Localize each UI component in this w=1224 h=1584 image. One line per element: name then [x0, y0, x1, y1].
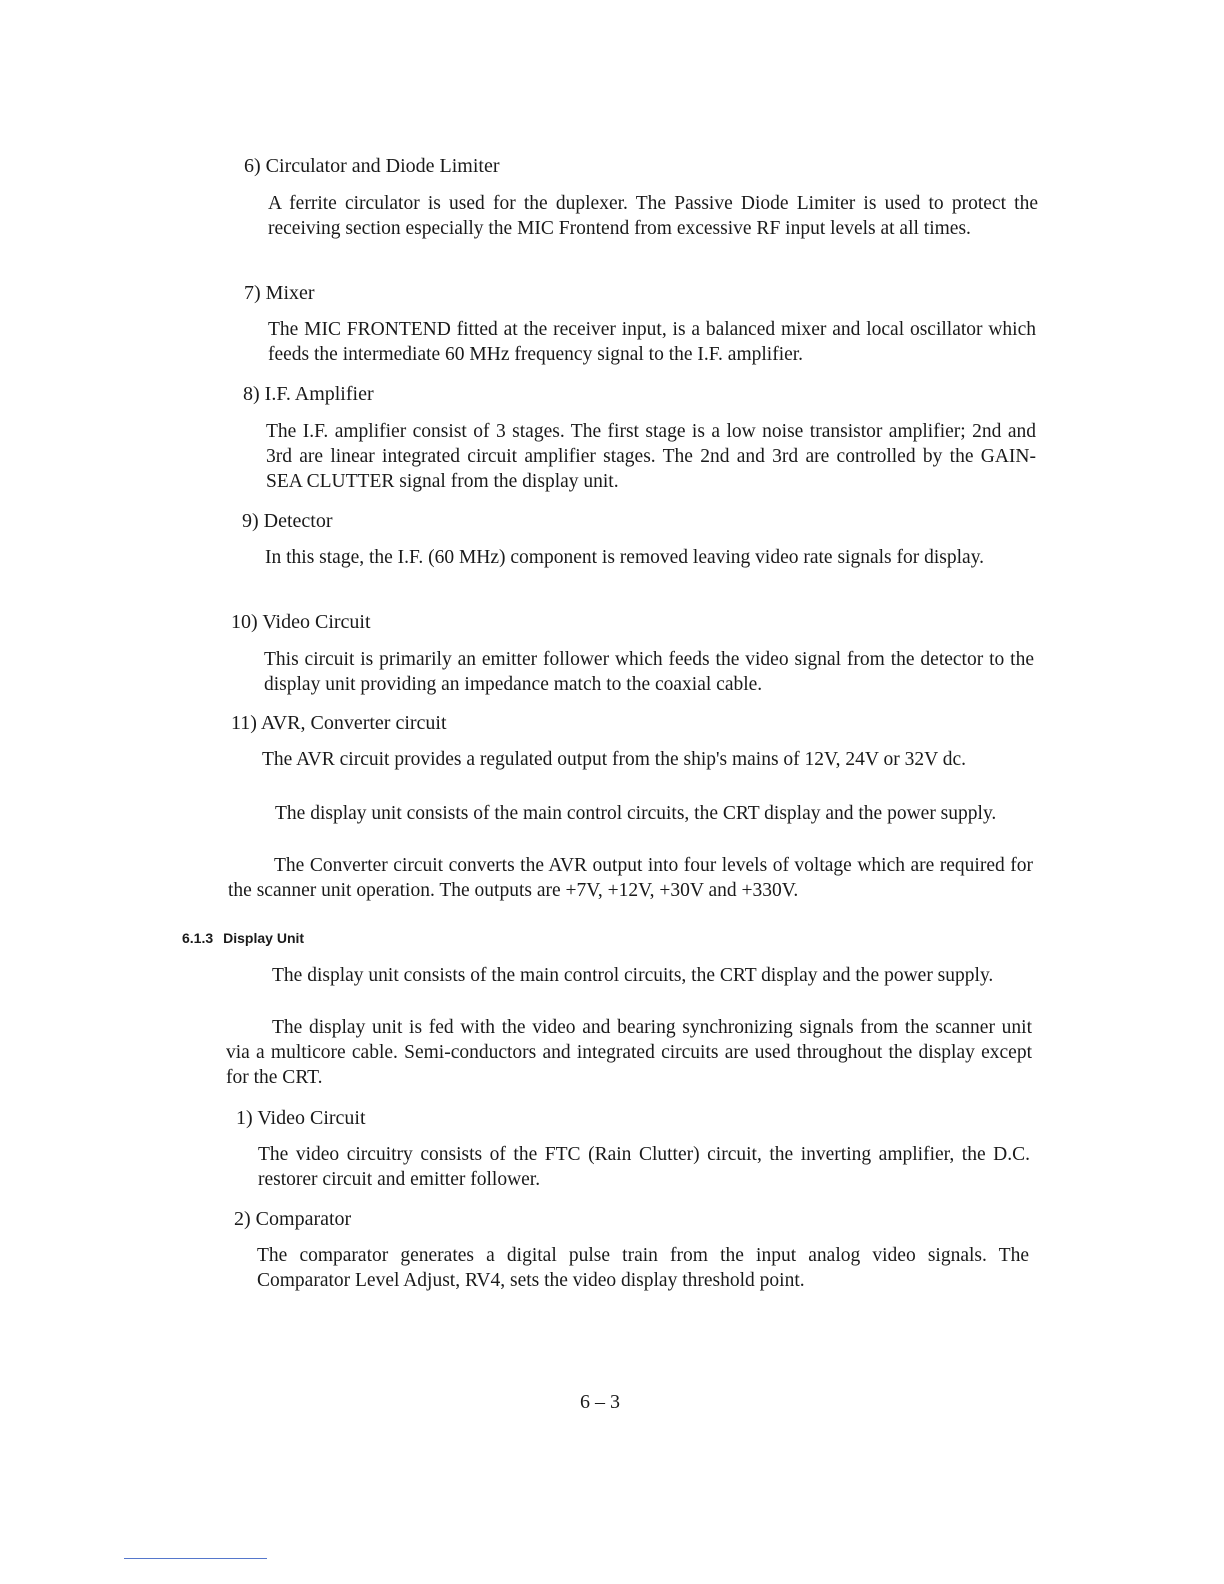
item-heading-11	[231, 711, 447, 735]
item-paragraph: The AVR circuit provides a regulated output from the ship's mains of 12V, 24V or 32V dc.	[262, 749, 966, 770]
item-title: Circulator and Diode Limiter	[265, 155, 500, 177]
item-paragraph: A ferrite circulator is used for the duplexer. The Passive Diode Limiter is used to protect the receiving section especially the MIC Frontend from excessive RF input levels at all times.	[268, 193, 1038, 239]
item-heading-7	[244, 281, 315, 305]
section-paragraph: The display unit consists of the main control circuits, the CRT display and the power supply.	[272, 965, 994, 986]
item-number: 11)	[231, 712, 257, 734]
item-paragraph: The I.F. amplifier consist of 3 stages. The first stage is a low noise transistor amplifier; 2nd and 3rd are linear integrated circuit amplifier stages. The 2nd and 3rd are controlled by the GAIN-SEA CLUTTER signal from the display unit.	[266, 421, 1036, 492]
item-number: 10)	[231, 611, 258, 633]
page-number: 6 – 3	[580, 1391, 620, 1413]
item-paragraph: This circuit is primarily an emitter follower which feeds the video signal from the detector to the display unit providing an impedance match to the coaxial cable.	[264, 649, 1034, 695]
item-paragraph: In this stage, the I.F. (60 MHz) component is removed leaving video rate signals for display.	[265, 547, 985, 568]
item-title: AVR, Converter circuit	[260, 712, 447, 734]
item-paragraph: The display unit consists of the main control circuits, the CRT display and the power supply.	[275, 803, 997, 824]
item-number: 7)	[244, 282, 261, 304]
item-paragraph: The MIC FRONTEND fitted at the receiver input, is a balanced mixer and local oscillator which feeds the intermediate 60 MHz frequency signal to the I.F. amplifier.	[268, 319, 1036, 365]
item-heading-10	[231, 610, 371, 634]
item-number: 1)	[236, 1107, 253, 1129]
item-title: Comparator	[255, 1208, 352, 1230]
item-number: 6)	[244, 155, 261, 177]
item-title: Video Circuit	[257, 1107, 366, 1129]
item-number: 8)	[243, 383, 260, 405]
section-heading	[182, 929, 304, 947]
footer-divider	[124, 1558, 267, 1559]
section-paragraph: The display unit is fed with the video and bearing synchronizing signals from the scanner unit via a multicore cable. Semi-conductors and integrated circuits are used throughout the display except for the CRT.	[226, 1017, 1032, 1088]
item-title: Mixer	[265, 282, 315, 304]
item-heading-8	[243, 382, 374, 406]
item-title: Detector	[263, 510, 333, 532]
section-title: Display Unit	[223, 930, 305, 946]
section-item-paragraph: The comparator generates a digital pulse train from the input analog video signals. The Comparator Level Adjust, RV4, sets the video display threshold point.	[257, 1245, 1029, 1291]
item-paragraph: The Converter circuit converts the AVR output into four levels of voltage which are required for the scanner unit operation. The outputs are +7V, +12V, +30V and +330V.	[228, 855, 1033, 901]
section-item-paragraph: The video circuitry consists of the FTC (Rain Clutter) circuit, the inverting amplifier, the D.C. restorer circuit and emitter follower.	[258, 1144, 1030, 1190]
item-title: Video Circuit	[262, 611, 371, 633]
section-item-heading-1	[236, 1106, 366, 1130]
item-title: I.F. Amplifier	[264, 383, 374, 405]
item-heading-6	[244, 154, 500, 178]
item-number: 9)	[242, 510, 259, 532]
section-number: 6.1.3	[182, 930, 214, 946]
item-number: 2)	[234, 1208, 251, 1230]
section-item-heading-2	[234, 1207, 351, 1231]
item-heading-9	[242, 509, 333, 533]
